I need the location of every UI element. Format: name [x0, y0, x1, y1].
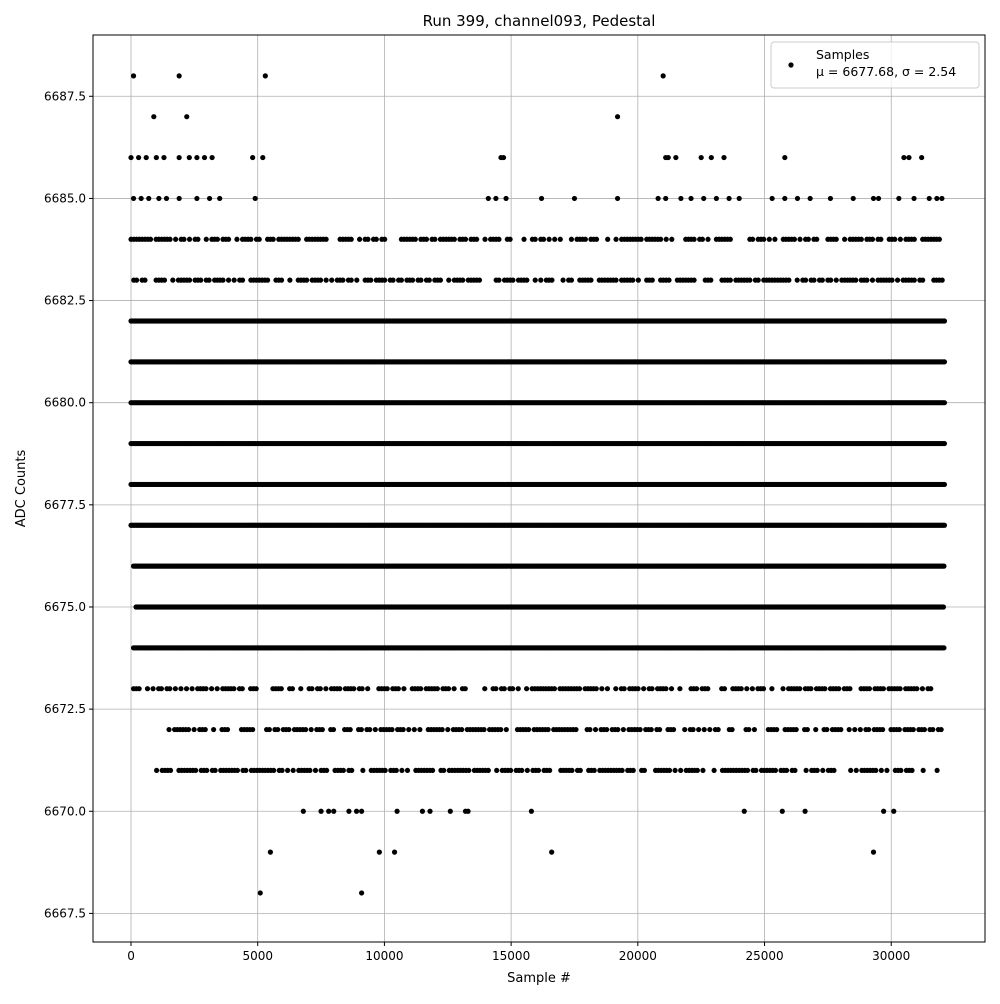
data-point — [708, 278, 713, 283]
data-point — [382, 237, 387, 242]
data-point — [941, 564, 946, 569]
data-point — [814, 237, 819, 242]
data-point — [148, 237, 153, 242]
data-point — [265, 278, 270, 283]
data-point — [368, 278, 373, 283]
data-point — [583, 237, 588, 242]
data-point — [324, 237, 329, 242]
data-point — [834, 278, 839, 283]
data-point — [588, 278, 593, 283]
data-point — [912, 237, 917, 242]
data-point — [220, 278, 225, 283]
data-point — [187, 278, 192, 283]
data-point — [898, 237, 903, 242]
data-point — [658, 237, 663, 242]
data-point — [613, 237, 618, 242]
data-point — [410, 278, 415, 283]
data-point — [329, 278, 334, 283]
data-point — [878, 237, 883, 242]
data-point — [296, 237, 301, 242]
data-point — [167, 237, 172, 242]
data-point — [460, 278, 465, 283]
data-point — [474, 237, 479, 242]
data-point — [912, 278, 917, 283]
data-point — [664, 237, 669, 242]
data-point — [630, 278, 635, 283]
data-point — [226, 237, 231, 242]
data-point — [942, 523, 947, 528]
data-point — [942, 441, 947, 446]
data-point — [756, 278, 761, 283]
data-point — [357, 237, 362, 242]
data-point — [870, 237, 875, 242]
data-point — [279, 278, 284, 283]
data-point — [432, 237, 437, 242]
data-point — [853, 278, 858, 283]
data-point — [605, 237, 610, 242]
data-point — [811, 278, 816, 283]
data-point — [496, 278, 501, 283]
data-point — [761, 237, 766, 242]
data-point — [705, 237, 710, 242]
data-point — [560, 278, 565, 283]
data-point — [418, 278, 423, 283]
data-point — [767, 237, 772, 242]
data-point — [187, 237, 192, 242]
data-point — [162, 278, 167, 283]
data-point — [747, 278, 752, 283]
data-point — [533, 237, 538, 242]
data-point — [257, 237, 262, 242]
data-point — [248, 237, 253, 242]
data-point — [892, 237, 897, 242]
data-point — [937, 237, 942, 242]
data-point — [446, 278, 451, 283]
data-point — [390, 278, 395, 283]
data-point — [195, 237, 200, 242]
data-point — [942, 482, 947, 487]
data-point — [920, 278, 925, 283]
data-point — [521, 237, 526, 242]
data-point — [452, 237, 457, 242]
data-point — [173, 237, 178, 242]
data-point — [510, 278, 515, 283]
data-point — [349, 278, 354, 283]
data-point — [413, 237, 418, 242]
data-point — [942, 400, 947, 405]
data-point — [859, 237, 864, 242]
data-point — [669, 237, 674, 242]
data-point — [271, 237, 276, 242]
data-point — [569, 278, 574, 283]
data-point — [691, 278, 696, 283]
data-point — [728, 237, 733, 242]
data-point — [803, 278, 808, 283]
data-point — [889, 278, 894, 283]
data-point — [240, 278, 245, 283]
data-point — [438, 278, 443, 283]
data-point — [533, 278, 538, 283]
data-point — [365, 237, 370, 242]
data-point — [942, 359, 947, 364]
data-point — [181, 237, 186, 242]
data-point — [427, 278, 432, 283]
data-point — [424, 237, 429, 242]
data-point — [691, 237, 696, 242]
data-point — [234, 237, 239, 242]
data-point — [134, 278, 139, 283]
data-point — [613, 278, 618, 283]
data-point — [324, 278, 329, 283]
data-point — [940, 278, 945, 283]
data-point — [382, 278, 387, 283]
data-point — [318, 278, 323, 283]
data-point — [795, 278, 800, 283]
data-point — [942, 318, 947, 323]
data-point — [834, 237, 839, 242]
data-point — [786, 278, 791, 283]
data-point — [477, 278, 482, 283]
data-point — [142, 278, 147, 283]
data-point — [806, 237, 811, 242]
data-point — [594, 237, 599, 242]
data-point — [198, 278, 203, 283]
data-point — [547, 237, 552, 242]
data-point — [941, 604, 946, 609]
data-point — [797, 237, 802, 242]
data-point — [666, 278, 671, 283]
data-point — [864, 278, 869, 283]
data-point — [700, 237, 705, 242]
data-point — [820, 278, 825, 283]
data-point — [304, 278, 309, 283]
data-point — [399, 278, 404, 283]
data-point — [349, 237, 354, 242]
data-point — [215, 237, 220, 242]
data-point — [569, 237, 574, 242]
data-point — [842, 237, 847, 242]
data-point — [541, 237, 546, 242]
data-point — [206, 278, 211, 283]
data-point — [524, 278, 529, 283]
data-point — [772, 237, 777, 242]
data-point — [828, 278, 833, 283]
data-point — [558, 237, 563, 242]
data-point — [750, 237, 755, 242]
data-point — [496, 237, 501, 242]
data-point — [287, 278, 292, 283]
data-point — [204, 237, 209, 242]
data-point — [870, 278, 875, 283]
data-point — [340, 278, 345, 283]
data-point — [728, 278, 733, 283]
data-point — [549, 278, 554, 283]
data-point — [552, 237, 557, 242]
data-point — [792, 237, 797, 242]
data-point — [232, 278, 237, 283]
data-point — [354, 278, 359, 283]
data-point — [650, 278, 655, 283]
data-point — [226, 278, 231, 283]
data-point — [639, 237, 644, 242]
data-point — [895, 278, 900, 283]
data-point — [374, 237, 379, 242]
data-point — [463, 237, 468, 242]
data-point — [482, 237, 487, 242]
data-point — [170, 278, 175, 283]
data-point — [508, 237, 513, 242]
data-point — [538, 278, 543, 283]
data-point — [636, 278, 641, 283]
